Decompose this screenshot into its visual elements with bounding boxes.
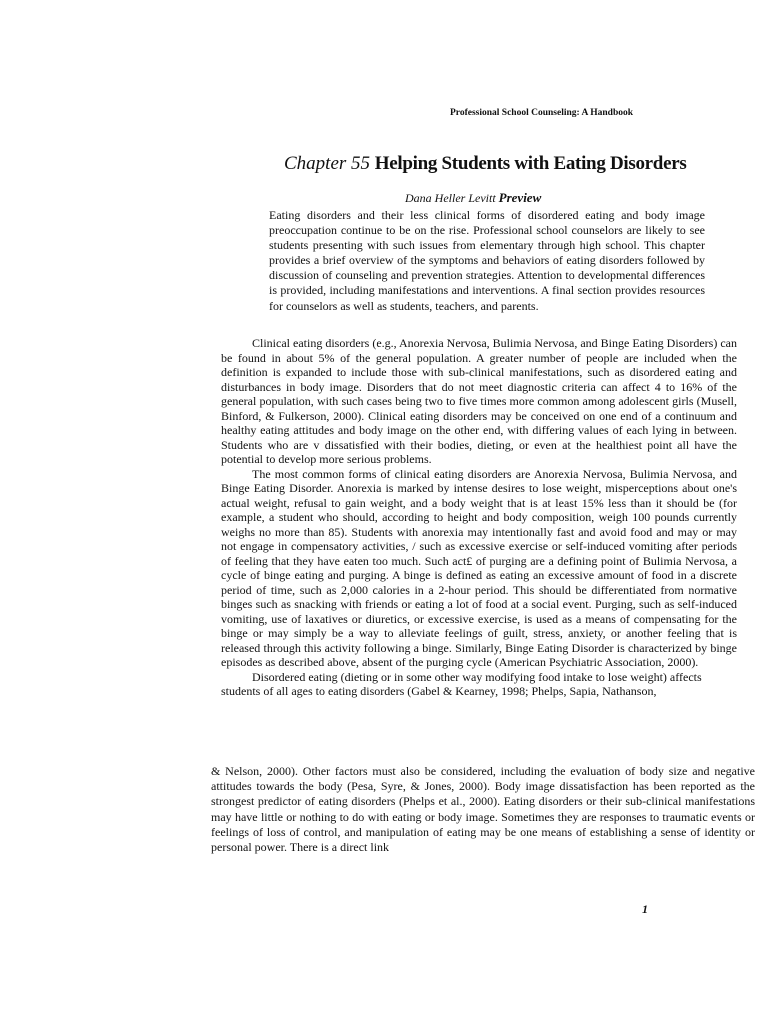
running-header: Professional School Counseling: A Handbook bbox=[450, 108, 634, 118]
preview-label: Preview bbox=[498, 190, 542, 205]
body-paragraph-3: Disordered eating (dieting or in some other way modifying food intake to lose weight) affects students of all ages to eating disorders (Gabel & Kearney, 1998; Phelps, Sapia, Nathanson, bbox=[221, 669, 702, 698]
body-paragraph-2: The most common forms of clinical eating disorders are Anorexia Nervosa, Bulimia Nervosa, and Binge Eating Disorder. Anorexia is marked by intense desires to lose weight, misperceptions about one's actual weight, refusal to gain weight, and a body weight that is at least 15% less than it should be (for example, a student who should, according to height and body composition, weigh 100 pounds currently weighs no more than 85). Students with anorexia may intentionally fast and avoid food and may or may not engage in compensatory activities, / such as excessive exercise or self-induced vomiting after periods of feeling that they have eaten too much. Such act£ of purging are a defining point of Bulimia Nervosa, a cycle of binge eating and purging. A binge is defined as eating an excessive amount of food in a discrete period of time, such as 2,000 calories in a 2-hour period. This should be differentiated from normative binges such as snacking with friends or eating a lot of food at a social event. Purging, such as self-induced vomiting, use of laxatives or diuretics, or excessive exercise, is used as a means of compensating for the binge or may simply be a way to alleviate feelings of guilt, stress, anxiety, or another feeling that is released through this activity following a binge. Similarly, Binge Eating Disorder is characterized by binge episodes as described above, absent of the purging cycle (American Psychiatric Association, 2000). bbox=[221, 466, 737, 669]
chapter-number: Chapter 55 bbox=[284, 153, 371, 174]
body-paragraph-1: Clinical eating disorders (e.g., Anorexia Nervosa, Bulimia Nervosa, and Binge Eating Disorders) can be found in about 5% of the general population. A greater number of people are included when the definition is expanded to include those with sub-clinical manifestations, such as disordered eating and disturbances in body image. Disorders that do not meet diagnostic criteria can affect 4 to 16% of the general population, with such cases being two to five times more common among adolescent girls (Musell, Binford, & Fulkerson, 2000). Clinical eating disorders may be conceived on one end of a continuum and healthy eating attitudes and body image on the other end, with differing values of each lying in between. Students who are v dissatisfied with their bodies, dieting, or even at the healthiest point all have the potential to develop more serious problems. bbox=[221, 336, 737, 466]
chapter-heading bbox=[284, 152, 686, 176]
author-line bbox=[405, 190, 541, 206]
chapter-abstract: Eating disorders and their less clinical forms of disordered eating and body image preoccupation continue to be on the rise. Professional school counselors are likely to see students presenting with such issues from elementary through high school. This chapter provides a brief overview of the symptoms and behaviors of eating disorders followed by discussion of counseling and prevention strategies. Attention to developmental differences is provided, including manifestations and interventions. A final section provides resources for counselors as well as students, teachers, and parents. bbox=[269, 208, 705, 313]
body-text-full-width bbox=[211, 764, 755, 855]
page-number: 1 bbox=[642, 902, 648, 916]
body-paragraph-4: & Nelson, 2000). Other factors must also be considered, including the evaluation of body size and negative attitudes towards the body (Pesa, Syre, & Jones, 2000). Body image dissatisfaction has been reported as the strongest predictor of eating disorders (Phelps et al., 2000). Eating disorders or their sub-clinical manifestations may have little or nothing to do with eating or body image. Sometimes they are responses to traumatic events or feelings of loss of control, and manipulation of eating may be one means of establishing a sense of identity or personal power. There is a direct link bbox=[211, 764, 755, 855]
chapter-author: Dana Heller Levitt bbox=[405, 191, 496, 205]
body-text-indented bbox=[221, 336, 737, 699]
chapter-title: Helping Students with Eating Disorders bbox=[374, 153, 687, 174]
